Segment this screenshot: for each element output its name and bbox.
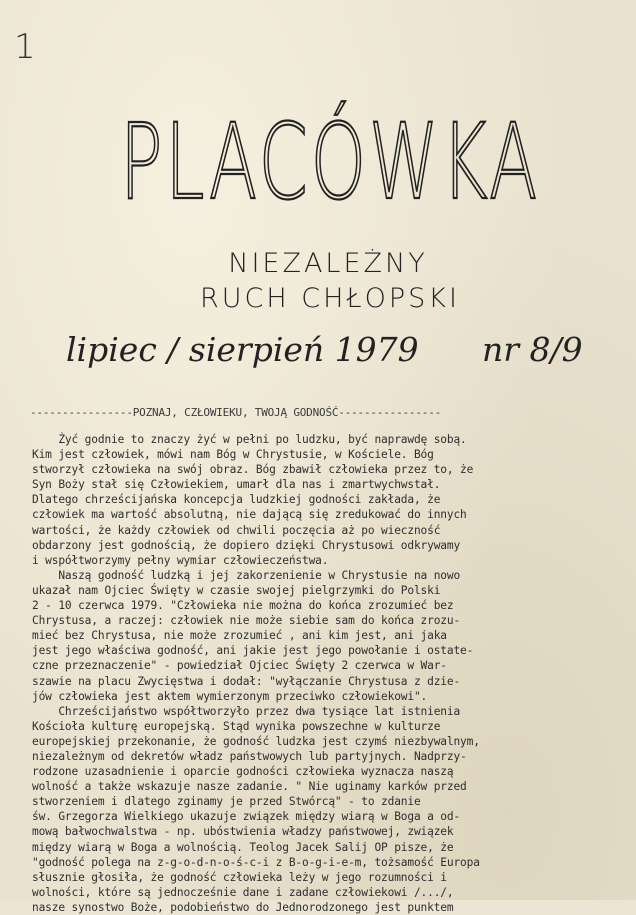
article-line: św. Grzegorza Wielkiego ukazuje związek między wiarą w Boga a od- xyxy=(32,810,461,824)
article-line: mieć bez Chrystusa, nie może zrozumieć , ani kim jest, ani jaka xyxy=(32,629,447,643)
masthead-title-svg xyxy=(120,98,540,223)
masthead-title-text: PLACÓWKA xyxy=(120,101,540,223)
article-line: Syn Boży stał się Człowiekiem, umarł dla nas i zmartwychwstał. xyxy=(32,478,441,492)
article-line: Naszą godność ludzką i jej zakorzenienie w Chrystusie na nowo xyxy=(32,568,461,582)
article-line: "godność polega na z-g-o-d-n-o-ś-c-i z B-o-g-i-e-m, tożsamość Europa xyxy=(32,855,480,869)
article-line: między wiarą w Boga a wolnością. Teolog Jacek Salij OP pisze, że xyxy=(32,840,454,854)
article-line: niezależnym od dekretów władz państwowych lub partyjnych. Nadprzy- xyxy=(32,749,467,763)
article-line: czne przeznaczenie" - powiedział Ojciec Święty 2 czerwca w War- xyxy=(32,659,447,673)
subtitle-line-1: NIEZALEŻNY xyxy=(228,248,428,279)
article-line: Dlatego chrześcijańska koncepcja ludzkiej godności zakłada, że xyxy=(32,493,441,507)
article-line: obdarzony jest godnością, że dopiero dzięki Chrystusowi odkrywamy xyxy=(32,538,461,552)
article-line: Kościoła kulturę europejską. Stąd wynika powszechne w kulturze xyxy=(32,719,441,733)
issue-date: lipiec / sierpień 1979 xyxy=(66,330,419,369)
article-line: wartości, że każdy człowiek od chwili poczęcia aż po wieczność xyxy=(32,523,441,537)
article-line: Chrześcijaństwo współtworzyło przez dwa tysiące lat istnienia xyxy=(32,704,461,718)
subtitle-line-2: RUCH CHŁOPSKI xyxy=(200,283,460,314)
article-line: słusznie głosiła, że godność człowieka leży w jego rozumności i xyxy=(32,870,447,884)
page-number: 1 xyxy=(14,27,36,67)
article-line: 2 - 10 czerwca 1979. "Człowieka nie można do końca zrozumieć bez xyxy=(32,599,454,613)
article-line: jest jego właściwa godność, ani jakie jest jego powołanie i ostate- xyxy=(32,644,474,658)
article-line: człowiek ma wartość absolutną, nie dającą się zredukować do innych xyxy=(32,508,467,522)
article-line: szawie na placu Zwycięstwa i dodał: "wyłączanie Chrystusa z dzie- xyxy=(32,674,461,688)
article-line: Żyć godnie to znaczy żyć w pełni po ludzku, być naprawdę sobą. xyxy=(32,433,467,446)
article-line: nasze synostwo Boże, podobieństwo do Jednorodzonego jest punktem xyxy=(32,900,454,914)
article-line: Kim jest człowiek, mówi nam Bóg w Chrystusie, w Kościele. Bóg xyxy=(32,448,434,462)
article-line: rodzone uzasadnienie i oparcie godności człowieka wyznacza naszą xyxy=(32,765,454,779)
article-line: stworzeniem i dlatego zginamy je przed Stwórcą" - to zdanie xyxy=(32,795,421,809)
article-body xyxy=(32,432,602,915)
article-line: europejskiej przekonanie, że godność ludzka jest czymś niezbywalnym, xyxy=(32,734,480,748)
masthead-title xyxy=(120,98,540,223)
article-line: Chrystusa, a raczej: człowiek nie może siebie sam do końca zrozu- xyxy=(32,614,461,628)
article-line: i współtworzymy pełny wymiar człowieczeństwa. xyxy=(32,553,329,567)
article-line: jów człowieka jest aktem wymierzonym przeciwko człowiekowi". xyxy=(32,689,428,703)
article-line: wolności, które są jednocześnie dane i zadane człowiekowi /.../, xyxy=(32,885,454,899)
article-line: stworzył człowieka na swój obraz. Bóg zbawił człowieka przez to, że xyxy=(32,463,474,477)
article-line: ukazał nam Ojciec Święty w czasie swojej pielgrzymki do Polski xyxy=(32,583,441,597)
article-line: mową bałwochwalstwa - np. ubóstwienia władzy państwowej, związek xyxy=(32,825,454,839)
article-heading: ----------------POZNAJ, CZŁOWIEKU, TWOJĄ GODNOŚĆ---------------- xyxy=(30,406,442,419)
article-line: wolność a także wskazuje nasze zadanie. " Nie uginamy karków przed xyxy=(32,780,467,794)
issue-number: nr 8/9 xyxy=(482,330,583,369)
